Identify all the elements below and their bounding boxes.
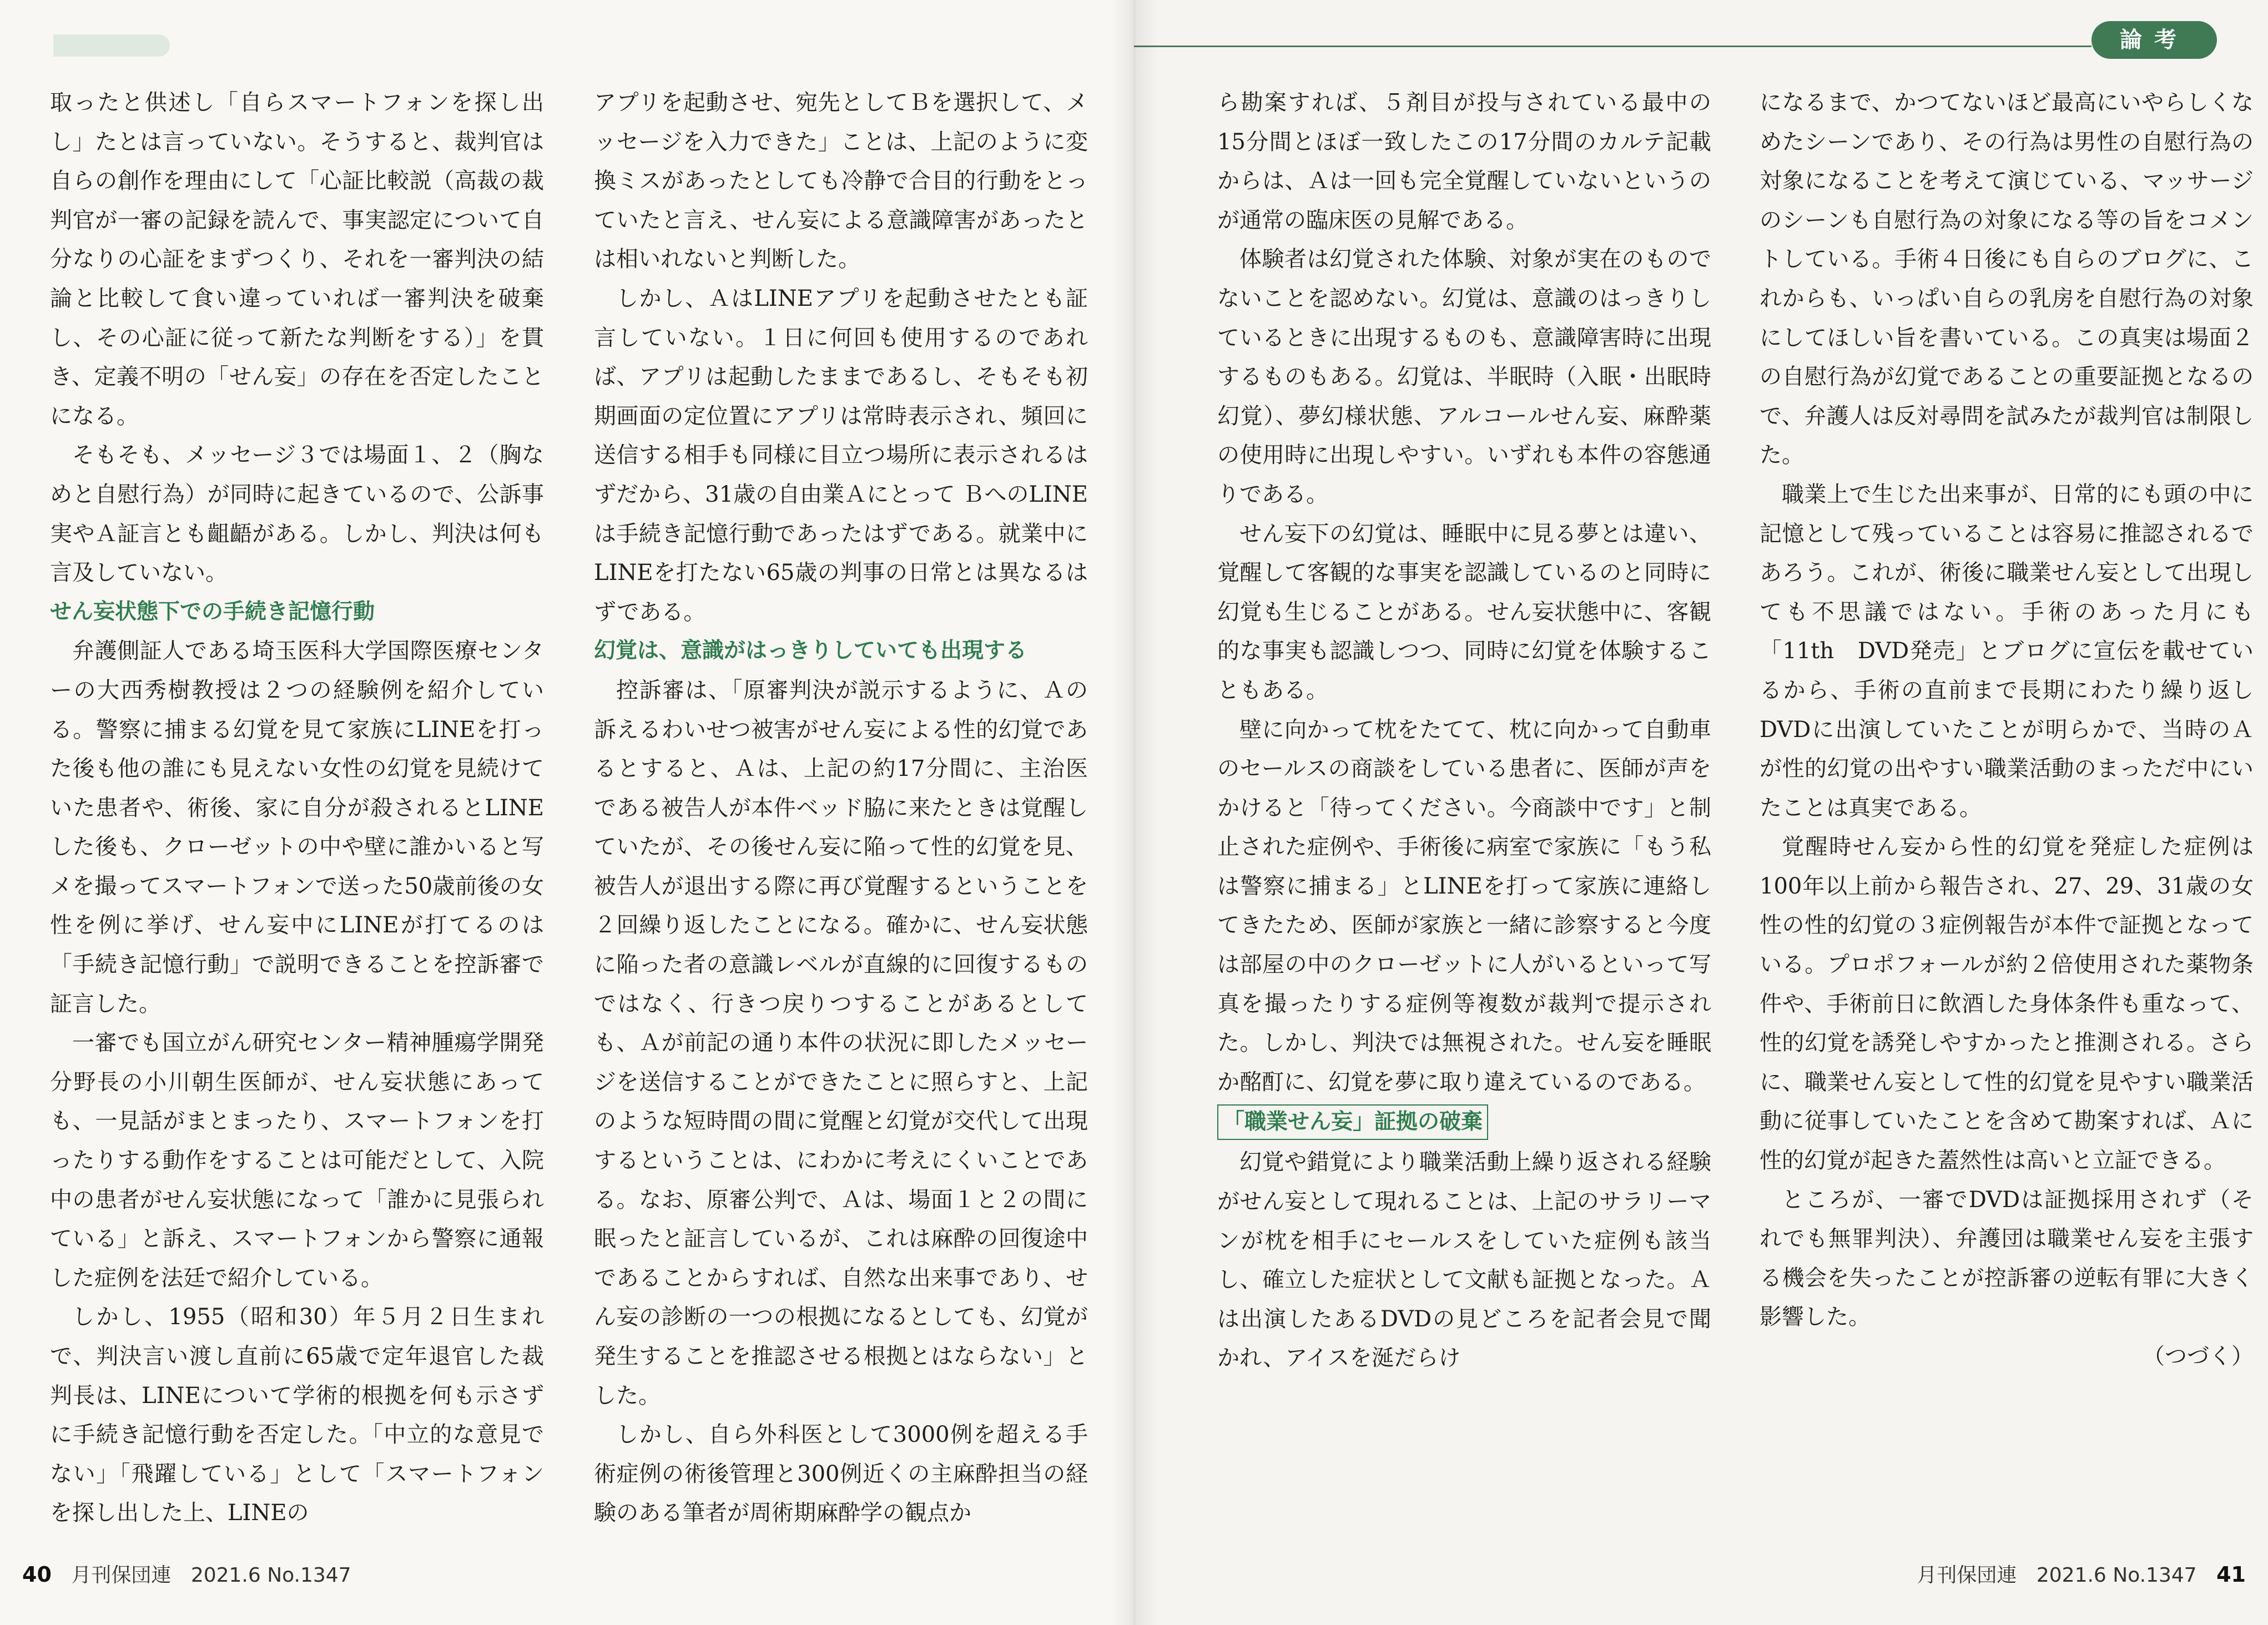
page-footer-left [22,1560,365,1588]
article-column-1 [50,83,544,1533]
article-column-3 [1217,83,1711,1378]
paragraph: しかし、自ら外科医として3000例を超える手術症例の術後管理と300例近くの主麻酔担当の経験のある筆者が周術期麻酔学の観点か [594,1422,1088,1526]
article-column-2 [594,83,1088,1533]
paragraph: ところが、一審でDVDは証拠採用されず（それでも無罪判決）、弁護団は職業せん妄を主張する機会を失ったことが控訴審の逆転有罪に大きく影響した。 [1760,1187,2254,1330]
paragraph: 幻覚や錯覚により職業活動上繰り返される経験がせん妄として現れることは、上記のサラリーマンが枕を相手にセールスをしていた症例も該当し、確立した症状として文献も証拠となった。Ａは出演したあるDVDの見どころを記者会見で聞かれ、アイスを涎だらけ [1217,1149,1711,1371]
page-footer-right [1903,1560,2246,1588]
paragraph: 職業上で生じた出来事が、日常的にも頭の中に記憶として残っていることは容易に推認されるであろう。これが、術後に職業せん妄として出現しても不思議ではない。手術のあった月にも「11th DVD発売」とブログに宣伝を載せているから、手術の直前まで長期にわたり繰り返しDVDに出演していたことが明らかで、当時のＡが性的幻覚の出やすい職業活動のまっただ中にいたことは真実である。 [1760,481,2254,821]
header-rule [1134,46,2091,47]
issue-label: 2021.6 No.1347 [2036,1564,2197,1587]
section-heading: 幻覚は、意識がはっきりしていても出現する [594,638,1027,664]
paragraph: アプリを起動させ、宛先としてＢを選択して、メッセージを入力できた」ことは、上記のように変換ミスがあったとしても冷静で合目的行動をとっていたと言え、せん妄による意識障害があったとは相いれないと判断した。 [594,90,1088,272]
paragraph: しかし、ＡはLINEアプリを起動させたとも証言していない。１日に何回も使用するのであれば、アプリは起動したままであるし、そもそも初期画面の定位置にアプリは常時表示され、頻回に送信する相手も同様に目立つ場所に表示されるはずだから、31歳の自由業Ａにとって ＢへのLINEは手続き記憶行動であったはずである。就業中にLINEを打たない65歳の判事の日常とは異なるはずである。 [594,285,1088,625]
section-tab-decoration [53,34,170,57]
paragraph: 控訴審は、「原審判決が説示するように、Ａの訴えるわいせつ被害がせん妄による性的幻覚であるとすると、Ａは、上記の約17分間に、主治医である被告人が本件ベッド脇に来たときは覚醒していたが、その後せん妄に陥って性的幻覚を見、被告人が退出する際に再び覚醒するということを２回繰り返したことになる。確かに、せん妄状態に陥った者の意識レベルが直線的に回復するものではなく、行きつ戻りつすることがあるとしても、Ａが前記の通り本件の状況に即したメッセージを送信することができたことに照らすと、上記のような短時間の間に覚醒と幻覚が交代して出現するということは、にわかに考えにくいことである。なお、原審公判で、Ａは、場面１と２の間に眠ったと証言しているが、これは麻酔の回復途中であることからすれば、自然な出来事であり、せん妄の診断の一つの根拠になるとしても、幻覚が発生することを推認させる根拠とはならない」とした。 [594,677,1088,1409]
paragraph: 弁護側証人である埼玉医科大学国際医療センターの大西秀樹教授は２つの経験例を紹介している。警察に捕まる幻覚を見て家族にLINEを打った後も他の誰にも見えない女性の幻覚を見続けていた患者や、術後、家に自分が殺されるとLINEした後も、クローゼットの中や壁に誰かいると写メを撮ってスマートフォンで送った50歳前後の女性を例に挙げ、せん妄中にLINEが打てるのは「手続き記憶行動」で説明できることを控訴審で証言した。 [50,638,544,1017]
publication-name: 月刊保団連 [1917,1564,2017,1587]
issue-label: 2021.6 No.1347 [190,1564,351,1587]
page-number: 41 [2216,1562,2246,1587]
right-page [1134,0,2268,1625]
paragraph: せん妄下の幻覚は、睡眠中に見る夢とは違い、覚醒して客観的な事実を認識しているのと同時に幻覚も生じることがある。せん妄状態中に、客観的な事実も認識しつつ、同時に幻覚を体験することもある。 [1217,521,1711,703]
closing-note: （つづく） [2143,1344,2254,1369]
section-heading: 「職業せん妄」証拠の破棄 [1217,1104,1488,1140]
paragraph: ら勘案すれば、５剤目が投与されている最中の15分間とほぼ一致したこの17分間のカルテ記載からは、Ａは一回も完全覚醒していないというのが通常の臨床医の見解である。 [1217,90,1711,233]
paragraph: 一審でも国立がん研究センター精神腫瘍学開発分野長の小川朝生医師が、せん妄状態にあっても、一見話がまとまったり、スマートフォンを打ったりする動作をすることは可能だとして、入院中の患者がせん妄状態になって「誰かに見張られている」と訴え、スマートフォンから警察に通報した症例を法廷で紹介している。 [50,1030,544,1291]
spine-shadow [1110,0,1158,1625]
paragraph: しかし、1955（昭和30）年５月２日生まれで、判決言い渡し直前に65歳で定年退官した裁判長は、LINEについて学術的根拠を何も示さずに手続き記憶行動を否定した。「中立的な意見でない」「飛躍している」として「スマートフォンを探し出した上、LINEの [50,1304,544,1526]
section-badge: 論考 [2091,21,2217,59]
paragraph: そもそも、メッセージ３では場面１、２（胸なめと自慰行為）が同時に起きているので、公訴事実やＡ証言とも齟齬がある。しかし、判決は何も言及していない。 [50,442,544,586]
paragraph: 体験者は幻覚された体験、対象が実在のものでないことを認めない。幻覚は、意識のはっきりしているときに出現するものも、意識障害時に出現するものもある。幻覚は、半眠時（入眠・出眠時幻覚）、夢幻様状態、アルコールせん妄、麻酔薬の使用時に出現しやすい。いずれも本件の容態通りである。 [1217,246,1711,507]
paragraph: になるまで、かつてないほど最高にいやらしくなめたシーンであり、その行為は男性の自慰行為の対象になることを考えて演じている、マッサージのシーンも自慰行為の対象になる等の旨をコメントしている。手術４日後にも自らのブログに、これからも、いっぱい自らの乳房を自慰行為の対象にしてほしい旨を書いている。この真実は場面２の自慰行為が幻覚であることの重要証拠となるので、弁護人は反対尋問を試みたが裁判官は制限した。 [1760,90,2254,468]
article-column-4 [1760,83,2254,1376]
page-number: 40 [22,1562,52,1587]
paragraph: 壁に向かって枕をたてて、枕に向かって自動車のセールスの商談をしている患者に、医師が声をかけると「待ってください。今商談中です」と制止された症例や、手術後に病室で家族に「もう私は警察に捕まる」とLINEを打って家族に連絡してきたため、医師が家族と一緒に診察すると今度は部屋の中のクローゼットに人がいるといって写真を撮ったりする症例等複数が裁判で提示された。しかし、判決では無視された。せん妄を睡眠か酩酊に、幻覚を夢に取り違えているのである。 [1217,716,1711,1095]
publication-name: 月刊保団連 [71,1564,172,1587]
section-heading: せん妄状態下での手続き記憶行動 [50,599,375,624]
paragraph: 覚醒時せん妄から性的幻覚を発症した症例は100年以上前から報告され、27、29、31歳の女性の性的幻覚の３症例報告が本件で証拠となっている。プロポフォールが約２倍使用された薬物条件や、手術前日に飲酒した身体条件も重なって、性的幻覚を誘発しやすかったと推測される。さらに、職業せん妄として性的幻覚を見やすい職業活動に従事していたことを含めて勘案すれば、Ａに性的幻覚が起きた蓋然性は高いと立証できる。 [1760,834,2254,1174]
paragraph: 取ったと供述し「自らスマートフォンを探し出し」たとは言っていない。そうすると、裁判官は自らの創作を理由にして「心証比較説（高裁の裁判官が一審の記録を読んで、事実認定について自分なりの心証をまずつくり、それを一審判決の結論と比較して食い違っていれば一審判決を破棄し、その心証に従って新たな判断をする）」を貫き、定義不明の「せん妄」の存在を否定したことになる。 [50,90,544,429]
